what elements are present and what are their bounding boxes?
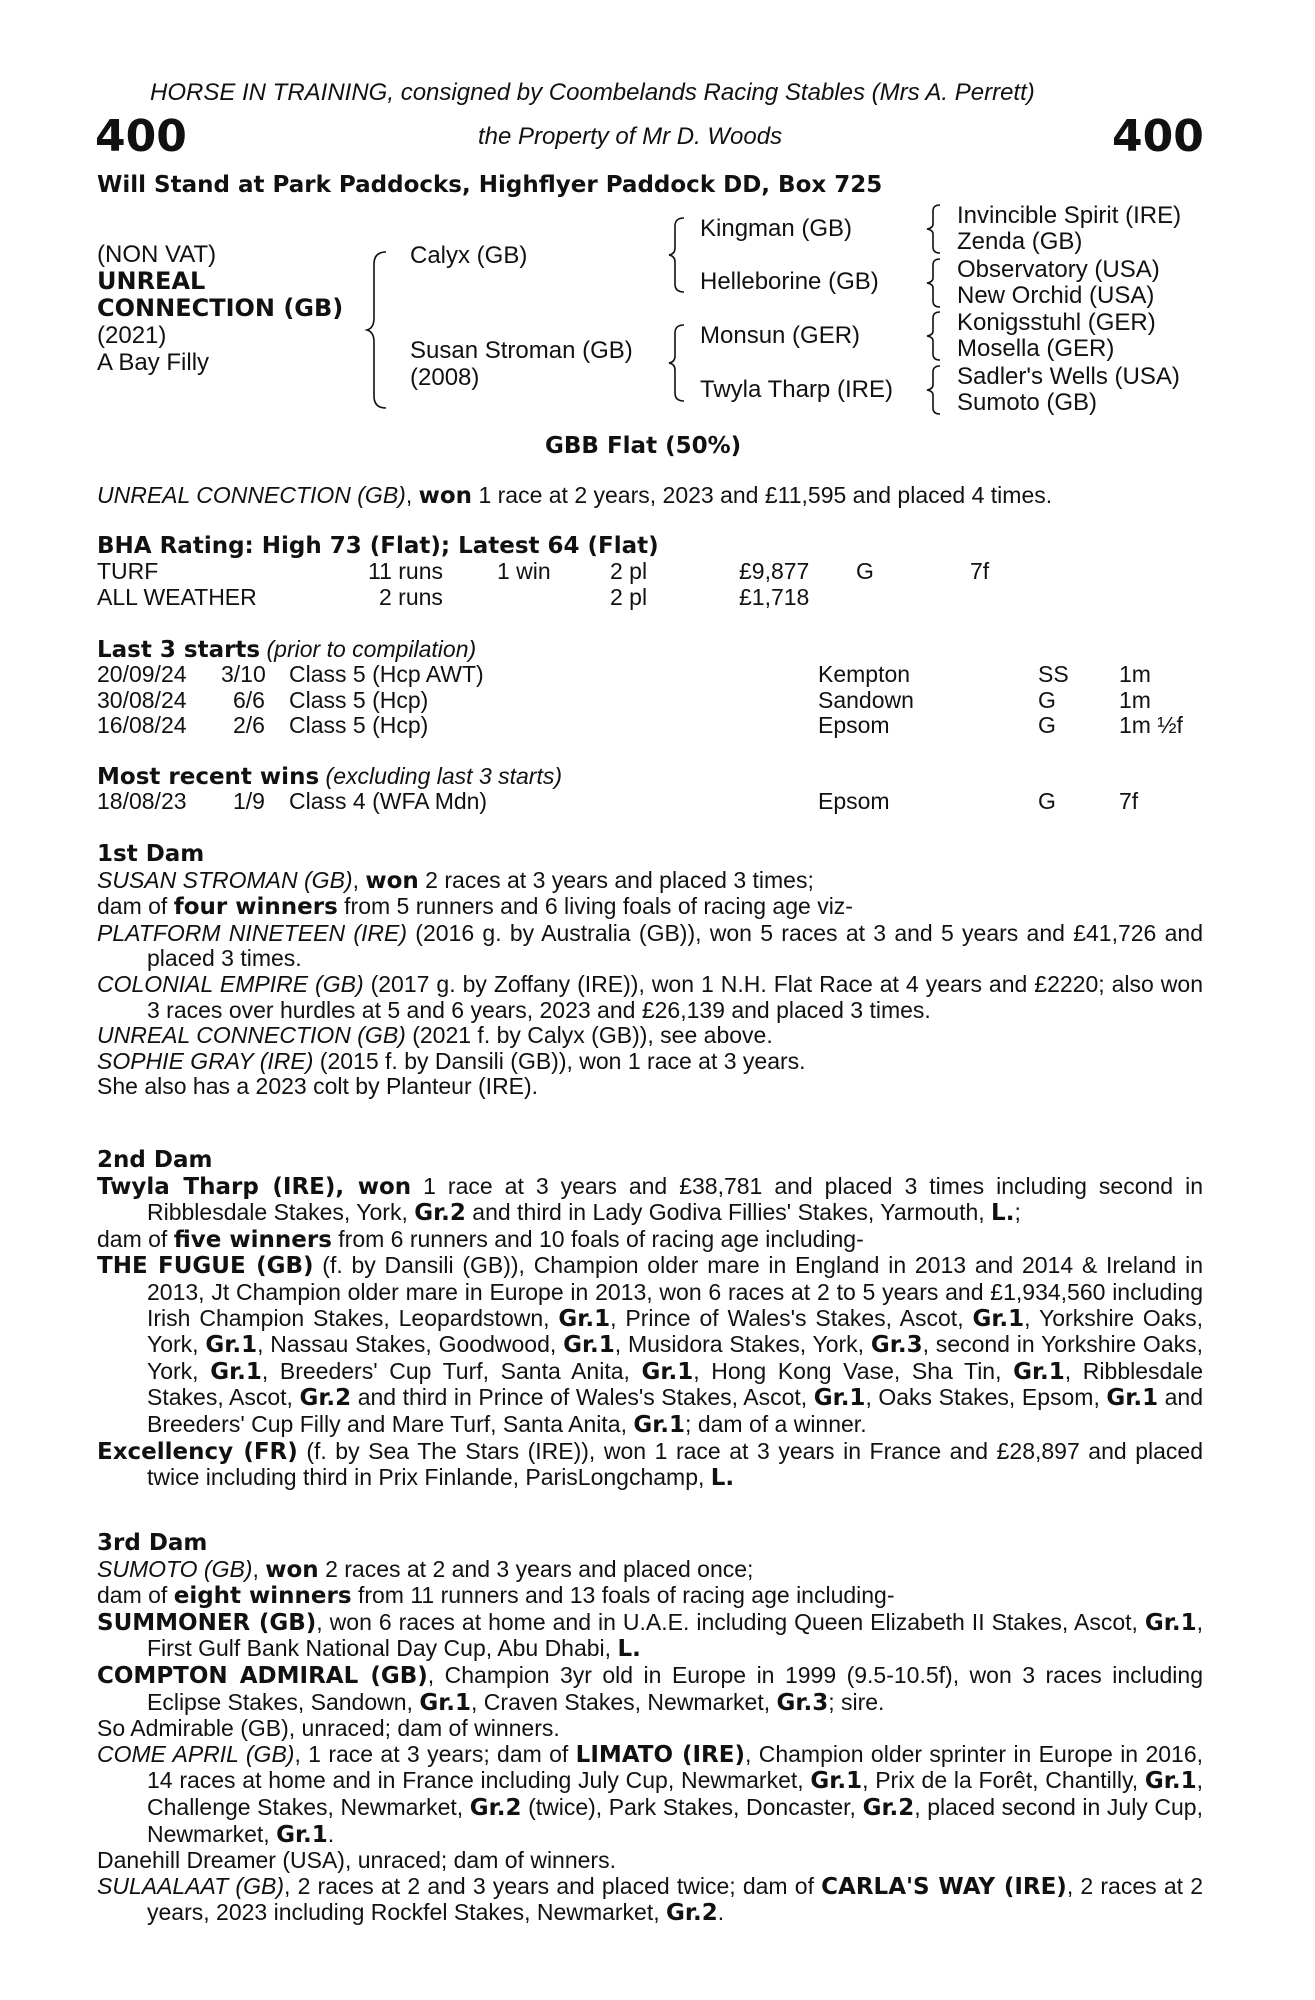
- last3-row2-course: Sandown: [818, 686, 914, 713]
- third-dam-progeny-compton: COMPTON ADMIRAL (GB), Champion 3yr old in Europe in 1999 (9.5-10.5f), won 3 races including Eclipse Stakes, Sandown, Gr.1, Craven Stakes, Newmarket, Gr.3; sire.: [97, 1661, 1203, 1716]
- rating-row-turf-runs: 11 runs: [368, 558, 444, 584]
- third-dam-progeny-so-admirable: So Admirable (GB), unraced; dam of winners.: [97, 1715, 560, 1742]
- lot-number-right: 400: [1112, 111, 1204, 162]
- horse-name-line2: CONNECTION (GB): [97, 294, 344, 322]
- second-dam-line2: dam of five winners from 6 runners and 10 foals of racing age including-: [97, 1225, 864, 1253]
- pedigree-sire-dam: Helleborine (GB): [700, 268, 879, 295]
- rating-row-turf-pl: 2 pl: [610, 558, 648, 584]
- third-dam-section: [97, 1531, 1203, 1927]
- pedigree-sire: Calyx (GB): [410, 242, 528, 269]
- pedigree-g3-8: Sumoto (GB): [957, 389, 1098, 416]
- horse-name-line1: UNREAL: [97, 267, 206, 295]
- last3-row3-dist: 1m ½f: [1119, 712, 1183, 739]
- last3-row1-course: Kempton: [818, 661, 911, 687]
- recent-win-going: G: [1038, 788, 1056, 814]
- pedigree-g3-4: New Orchid (USA): [957, 282, 1155, 309]
- first-dam-line1: SUSAN STROMAN (GB), won 2 races at 3 years and placed 3 times;: [97, 866, 814, 894]
- pedigree-brace-sire: [668, 216, 690, 294]
- rating-row-aw-runs: 2 runs: [379, 583, 443, 610]
- lot-number-left: 400: [95, 111, 187, 162]
- gbb-flat: GBB Flat (50%): [545, 433, 742, 459]
- rating-row-turf-dist: 7f: [970, 558, 990, 584]
- pedigree-brace-g3-2: [926, 257, 946, 309]
- stand-line: Will Stand at Park Paddocks, Highflyer Paddock DD, Box 725: [97, 172, 883, 198]
- first-dam-heading: 1st Dam: [97, 841, 205, 867]
- last3-row2-dist: 1m: [1119, 686, 1151, 713]
- recent-wins-note: (excluding last 3 starts): [325, 763, 563, 789]
- rating-table: [97, 559, 1217, 611]
- race-summary: UNREAL CONNECTION (GB), won 1 race at 2 years, 2023 and £11,595 and placed 4 times.: [97, 482, 1053, 509]
- summary-won: won: [418, 483, 473, 509]
- pedigree-sire-sire: Kingman (GB): [700, 215, 853, 242]
- pedigree-brace-g3-3: [926, 310, 946, 362]
- bha-rating-heading: BHA Rating: High 73 (Flat); Latest 64 (Flat): [97, 533, 659, 559]
- last3-row1-date: 20/09/24: [97, 661, 187, 687]
- summary-rest: 1 race at 2 years, 2023 and £11,595 and placed 4 times.: [478, 482, 1053, 508]
- recent-win-dist: 7f: [1119, 788, 1139, 814]
- last3-row3-pos: 2/6: [233, 712, 265, 739]
- first-dam-progeny-3: UNREAL CONNECTION (GB) (2021 f. by Calyx (GB)), see above.: [97, 1022, 773, 1049]
- pedigree-dam-sire: Monsun (GER): [700, 322, 861, 349]
- second-dam-heading: 2nd Dam: [97, 1147, 213, 1173]
- pedigree-brace-g3-4: [926, 364, 946, 416]
- third-dam-progeny-danehill-dreamer: Danehill Dreamer (USA), unraced; dam of winners.: [97, 1847, 616, 1874]
- pedigree-g3-6: Mosella (GER): [957, 335, 1115, 362]
- last3-row3-class: Class 5 (Hcp): [289, 712, 429, 739]
- last3-row1-dist: 1m: [1119, 661, 1151, 687]
- third-dam-progeny-summoner: SUMMONER (GB), won 6 races at home and in U.A.E. including Queen Elizabeth II Stakes, Ascot, Gr.1, First Gulf Bank National Day Cup, Abu Dhabi, L.: [97, 1608, 1203, 1663]
- property-line: the Property of Mr D. Woods: [478, 123, 783, 150]
- first-dam-line2: dam of four winners from 5 runners and 6 living foals of racing age viz-: [97, 893, 853, 921]
- second-dam-line1: Twyla Tharp (IRE), won 1 race at 3 years and £38,781 and placed 3 times including second in Ribblesdale Stakes, York, Gr.2 and third in Lady Godiva Fillies' Stakes, Yarmouth, L.;: [97, 1172, 1203, 1227]
- first-dam-footer: She also has a 2023 colt by Planteur (IRE).: [97, 1073, 539, 1100]
- third-dam-granddaughter-come-april: COME APRIL (GB), 1 race at 3 years; dam of LIMATO (IRE), Champion older sprinter in Europe in 2016, 14 races at home and in France including July Cup, Newmarket, Gr.1, Prix de la Forêt, Chantilly, Gr.1, Challenge Stakes, Newmarket, Gr.2 (twice), Park Stakes, Doncaster, Gr.2, placed second in July Cup, Newmarket, Gr.1.: [97, 1740, 1203, 1848]
- last3-row1-pos: 3/10: [221, 661, 266, 687]
- last3-row2-going: G: [1038, 686, 1056, 713]
- last3-row1-class: Class 5 (Hcp AWT): [289, 661, 484, 687]
- recent-wins-table: [97, 789, 1217, 815]
- last3-heading: Last 3 starts: [97, 637, 261, 663]
- last3-row3-date: 16/08/24: [97, 712, 187, 739]
- recent-wins-heading-line: [97, 764, 562, 791]
- first-dam-section: [97, 842, 1203, 1100]
- last3-table: [97, 662, 1217, 740]
- second-dam-section: [97, 1148, 1203, 1492]
- consignor-line: HORSE IN TRAINING, consigned by Coombelands Racing Stables (Mrs A. Perrett): [150, 79, 1035, 106]
- pedigree-brace-main: [366, 250, 392, 410]
- pedigree-dam-year: (2008): [410, 364, 480, 391]
- pedigree-dam-dam: Twyla Tharp (IRE): [700, 376, 893, 403]
- pedigree-g3-7: Sadler's Wells (USA): [957, 363, 1180, 390]
- recent-win-date: 18/08/23: [97, 788, 187, 814]
- pedigree-brace-g3-1: [926, 203, 946, 255]
- vat-status: (NON VAT): [97, 241, 217, 268]
- rating-row-turf-surface: TURF: [97, 558, 159, 584]
- third-dam-granddaughter-sulaalaat: SULAALAAT (GB), 2 races at 2 and 3 years and placed twice; dam of CARLA'S WAY (IRE), 2 races at 2 years, 2023 including Rockfel Stakes, Newmarket, Gr.2.: [97, 1872, 1203, 1927]
- third-dam-line1: SUMOTO (GB), won 2 races at 2 and 3 years and placed once;: [97, 1555, 754, 1583]
- third-dam-line2: dam of eight winners from 11 runners and 13 foals of racing age including-: [97, 1582, 895, 1610]
- recent-win-pos: 1/9: [233, 788, 265, 814]
- last3-row3-going: G: [1038, 712, 1056, 739]
- last3-row2-class: Class 5 (Hcp): [289, 686, 429, 713]
- pedigree-g3-1: Invincible Spirit (IRE): [957, 202, 1182, 229]
- last3-heading-line: [97, 637, 476, 664]
- last3-row3-course: Epsom: [818, 712, 890, 739]
- rating-row-turf-money: £9,877: [739, 558, 810, 584]
- recent-wins-heading: Most recent wins: [97, 764, 320, 790]
- pedigree-dam: Susan Stroman (GB): [410, 337, 633, 364]
- pedigree-g3-5: Konigsstuhl (GER): [957, 309, 1156, 336]
- summary-name: UNREAL CONNECTION (GB): [97, 482, 406, 508]
- last3-row1-going: SS: [1038, 661, 1069, 687]
- last3-row2-date: 30/08/24: [97, 686, 187, 713]
- pedigree-brace-dam: [668, 323, 690, 403]
- rating-row-turf-going: G: [856, 558, 874, 584]
- rating-row-aw-money: £1,718: [739, 583, 810, 610]
- rating-row-aw-surface: ALL WEATHER: [97, 583, 257, 610]
- second-dam-progeny-fugue: THE FUGUE (GB) (f. by Dansili (GB)), Champion older mare in England in 2013 and 2014 & Ireland in 2013, Jt Champion older mare in Europe in 2013, won 6 races at 2 to 5 years and £1,934,560 including Irish Champion Stakes, Leopardstown, Gr.1, Prince of Wales's Stakes, Ascot, Gr.1, Yorkshire Oaks, York, Gr.1, Nassau Stakes, Goodwood, Gr.1, Musidora Stakes, York, Gr.3, second in Yorkshire Oaks, York, Gr.1, Breeders' Cup Turf, Santa Anita, Gr.1, Hong Kong Vase, Sha Tin, Gr.1, Ribblesdale Stakes, Ascot, Gr.2 and third in Prince of Wales's Stakes, Ascot, Gr.1, Oaks Stakes, Epsom, Gr.1 and Breeders' Cup Filly and Mare Turf, Santa Anita, Gr.1; dam of a winner.: [97, 1252, 1204, 1438]
- rating-row-aw-pl: 2 pl: [610, 583, 648, 610]
- last3-note: (prior to compilation): [266, 636, 477, 662]
- first-dam-progeny-1: PLATFORM NINETEEN (IRE) (2016 g. by Australia (GB)), won 5 races at 3 and 5 years and £41,726 and placed 3 times.: [97, 919, 1203, 972]
- horse-year: (2021): [97, 322, 167, 349]
- second-dam-progeny-excellency: Excellency (FR) (f. by Sea The Stars (IRE)), won 1 race at 3 years in France and £28,897 and placed twice including third in Prix Finlande, ParisLongchamp, L.: [97, 1437, 1203, 1492]
- rating-row-turf-wins: 1 win: [497, 558, 551, 584]
- first-dam-progeny-4: SOPHIE GRAY (IRE) (2015 f. by Dansili (GB)), won 1 race at 3 years.: [97, 1047, 806, 1074]
- recent-win-course: Epsom: [818, 788, 890, 814]
- pedigree-g3-2: Zenda (GB): [957, 228, 1083, 255]
- recent-win-class: Class 4 (WFA Mdn): [289, 788, 488, 814]
- last3-row2-pos: 6/6: [233, 686, 265, 713]
- pedigree-g3-3: Observatory (USA): [957, 256, 1160, 283]
- horse-description: A Bay Filly: [97, 349, 210, 376]
- third-dam-heading: 3rd Dam: [97, 1530, 208, 1556]
- first-dam-progeny-2: COLONIAL EMPIRE (GB) (2017 g. by Zoffany (IRE)), won 1 N.H. Flat Race at 4 years and £2220; also won 3 races over hurdles at 5 and 6 years, 2023 and £26,139 and placed 3 times.: [97, 970, 1203, 1023]
